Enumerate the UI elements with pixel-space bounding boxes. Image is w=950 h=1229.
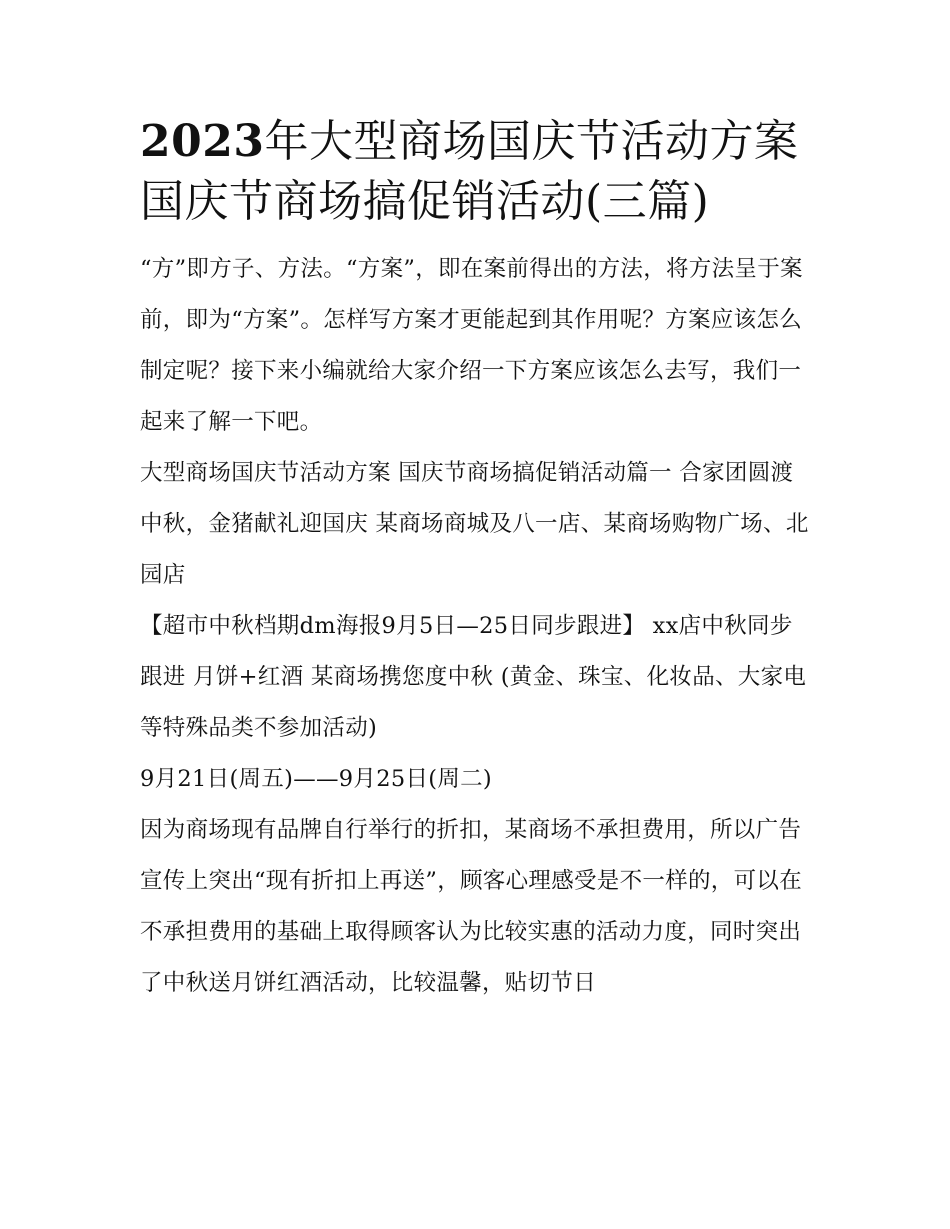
document-title (140, 112, 812, 232)
paragraph-dates: 9月21日(周五)——9月25日(周二) (140, 766, 493, 792)
paragraph-discount: 因为商场现有品牌自行举行的折扣，某商场不承担费用，所以广告宣传上突出“现有折扣上再送”，顾客心理感受是不一样的，可以在不承担费用的基础上取得顾客认为比较实惠的活动力度，同时突出了中秋送月饼红酒活动，比较温馨，贴切节日 (140, 817, 803, 996)
paragraph-section-one: 大型商场国庆节活动方案 国庆节商场搞促销活动篇一 合家团圆渡中秋，金猪献礼迎国庆 某商场商城及八一店、某商场购物广场、北园店 (140, 460, 809, 588)
paragraph-intro: “方”即方子、方法。“方案”，即在案前得出的方法，将方法呈于案前，即为“方案”。怎样写方案才更能起到其作用呢？方案应该怎么制定呢？接下来小编就给大家介绍一下方案应该怎么去写，我们一起来了解一下吧。 (140, 256, 803, 435)
title-text: 年大型商场国庆节活动方案 国庆节商场搞促销活动(三篇) (140, 116, 799, 227)
title-year: 2023 (140, 116, 265, 167)
document-page (140, 112, 812, 1009)
paragraph-dm-poster: 【超市中秋档期dm海报9月5日—25日同步跟进】 xx店中秋同步跟进 月饼+红酒 某商场携您度中秋 (黄金、珠宝、化妆品、大家电等特殊品类不参加活动) (140, 613, 807, 741)
